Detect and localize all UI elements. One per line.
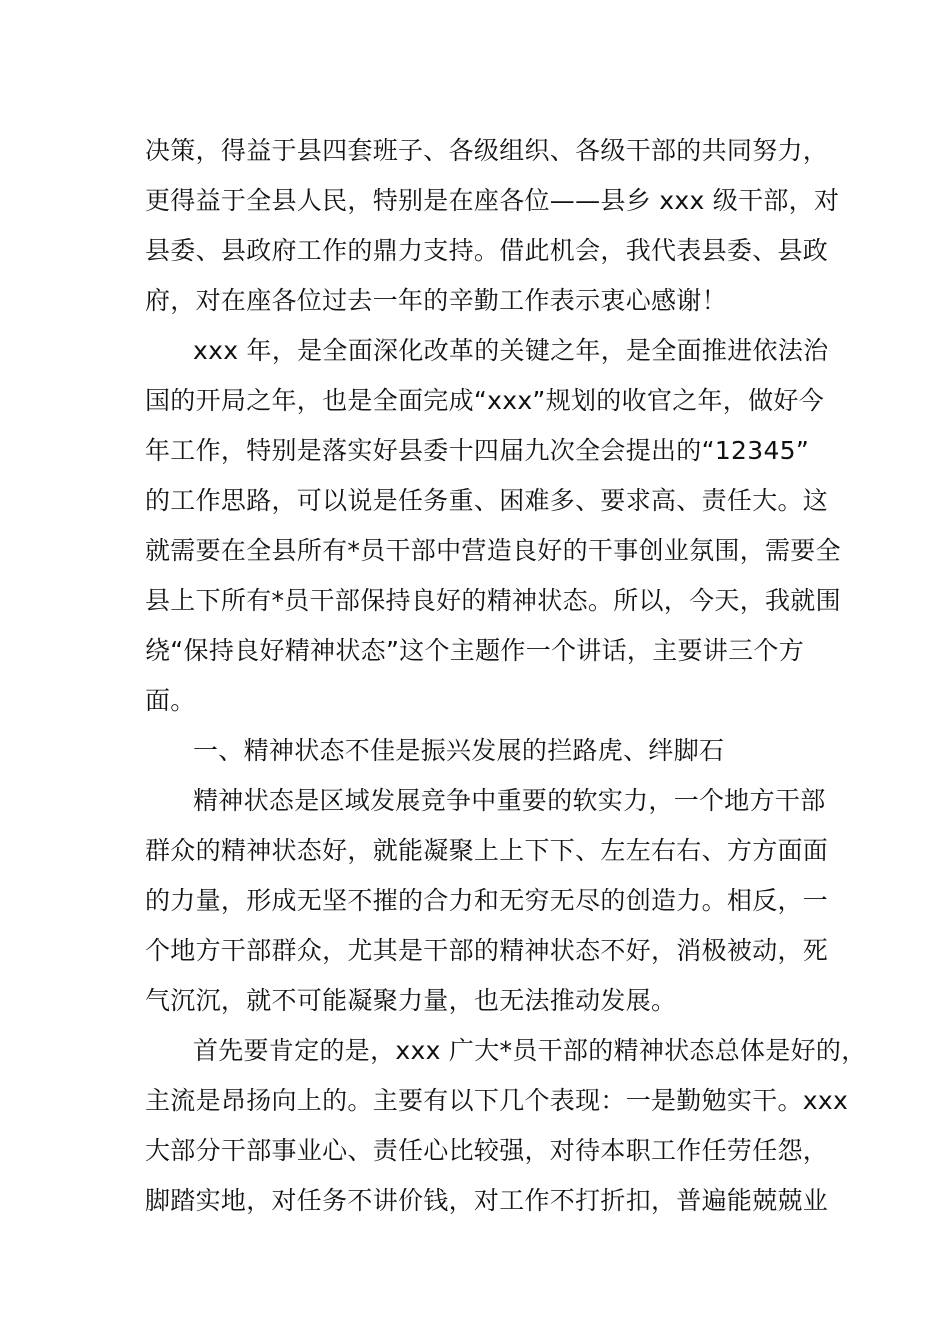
text-line: 的力量，形成无坚不摧的合力和无穷无尽的创造力。相反，一 [145, 886, 829, 915]
text-line: 县上下所有*员干部保持良好的精神状态。所以，今天，我就围 [145, 586, 841, 615]
text-line: 个地方干部群众，尤其是干部的精神状态不好，消极被动，死 [145, 936, 829, 965]
text-line: 国的开局之年，也是全面完成“xxx”规划的收官之年，做好今 [145, 386, 824, 415]
text-line: 脚踏实地，对任务不讲价钱，对工作不打折扣，普遍能兢兢业 [145, 1186, 829, 1215]
text-line: 县委、县政府工作的鼎力支持。借此机会，我代表县委、县政 [145, 236, 829, 265]
text-line: 面。 [145, 686, 196, 715]
text-line: 就需要在全县所有*员干部中营造良好的干事创业氛围，需要全 [145, 536, 841, 565]
text-line: 更得益于全县人民，特别是在座各位——县乡 xxx 级干部，对 [145, 186, 840, 215]
text-line: 大部分干部事业心、责任心比较强，对待本职工作任劳任怨， [145, 1136, 829, 1165]
paragraph-start-line: xxx 年，是全面深化改革的关键之年，是全面推进依法治 [193, 336, 829, 365]
text-line: 主流是昂扬向上的。主要有以下几个表现：一是勤勉实干。xxx [145, 1086, 849, 1115]
paragraph-start-line: 精神状态是区域发展竞争中重要的软实力，一个地方干部 [193, 786, 826, 815]
paragraph-start-line: 首先要肯定的是，xxx 广大*员干部的精神状态总体是好的， [193, 1036, 867, 1065]
text-line: 气沉沉，就不可能凝聚力量，也无法推动发展。 [145, 986, 677, 1015]
text-line: 年工作，特别是落实好县委十四届九次全会提出的“12345” [145, 436, 810, 465]
text-line: 府，对在座各位过去一年的辛勤工作表示衷心感谢！ [145, 286, 727, 315]
text-line: 群众的精神状态好，就能凝聚上上下下、左左右右、方方面面 [145, 836, 829, 865]
text-line: 决策，得益于县四套班子、各级组织、各级干部的共同努力， [145, 136, 829, 165]
text-line: 绕“保持良好精神状态”这个主题作一个讲话，主要讲三个方 [145, 636, 805, 665]
text-line: 的工作思路，可以说是任务重、困难多、要求高、责任大。这 [145, 486, 829, 515]
section-heading: 一、精神状态不佳是振兴发展的拦路虎、绊脚石 [193, 736, 725, 765]
